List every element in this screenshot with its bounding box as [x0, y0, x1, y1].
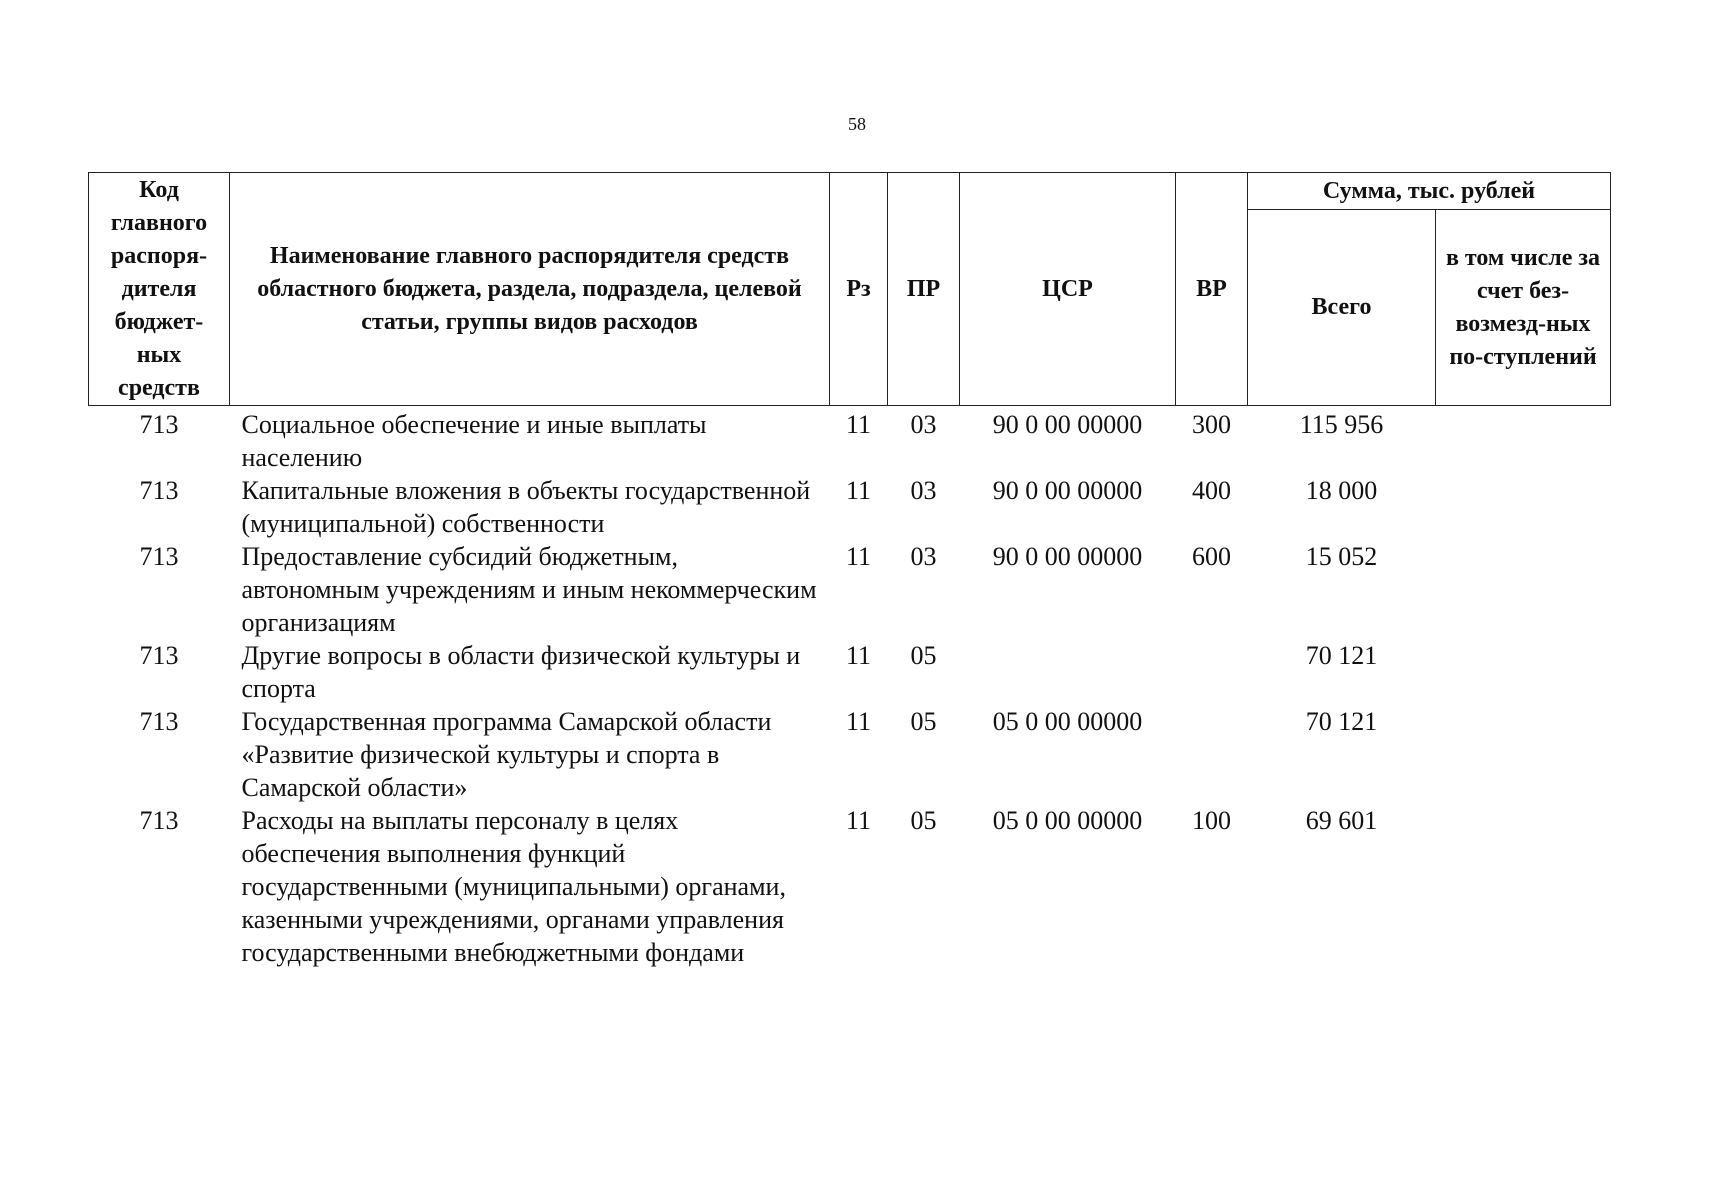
cell-incl [1436, 474, 1611, 540]
cell-csr: 05 0 00 00000 [992, 707, 1143, 736]
cell-rz: 11 [845, 707, 872, 736]
cell-total: 69 601 [1305, 806, 1378, 835]
cell-code: 713 [139, 806, 179, 835]
page-number: 58 [848, 114, 866, 134]
table-row [89, 540, 1611, 639]
cell-pr: 05 [910, 707, 937, 736]
header-incl: в том числе за счет без-возмезд-ных по-ступлений [1436, 210, 1611, 406]
cell-total: 18 000 [1305, 476, 1378, 505]
cell-incl [1436, 804, 1611, 969]
cell-total: 115 956 [1299, 410, 1384, 439]
header-name: Наименование главного распорядителя средств областного бюджета, раздела, подраздела, целевой статьи, группы видов расходов [230, 173, 830, 406]
table-row [89, 474, 1611, 540]
cell-code: 713 [139, 410, 179, 439]
cell-vr: 600 [1192, 542, 1231, 571]
cell-rz: 11 [845, 476, 872, 505]
cell-rz: 11 [845, 410, 872, 439]
header-csr: ЦСР [960, 173, 1176, 406]
cell-total: 15 052 [1305, 542, 1378, 571]
cell-pr: 03 [910, 476, 937, 505]
cell-vr [1176, 639, 1248, 705]
cell-incl [1436, 406, 1611, 475]
cell-code: 713 [139, 707, 179, 736]
cell-rz: 11 [845, 806, 872, 835]
cell-incl [1436, 540, 1611, 639]
cell-name: Капитальные вложения в объекты государственной (муниципальной) собственности [241, 476, 811, 538]
cell-pr: 05 [910, 641, 937, 670]
cell-total: 70 121 [1305, 707, 1378, 736]
table-header [89, 173, 1611, 406]
cell-rz: 11 [845, 542, 872, 571]
table-body [89, 406, 1611, 970]
cell-csr: 05 0 00 00000 [992, 806, 1143, 835]
cell-total: 70 121 [1305, 641, 1378, 670]
cell-pr: 03 [910, 410, 937, 439]
cell-incl [1436, 705, 1611, 804]
cell-name: Социальное обеспечение и иные выплаты населению [241, 410, 707, 472]
budget-table [88, 172, 1611, 969]
cell-pr: 05 [910, 806, 937, 835]
header-rz: Рз [830, 173, 888, 406]
table-row [89, 639, 1611, 705]
cell-name: Государственная программа Самарской области «Развитие физической культуры и спорта в Самарской области» [241, 707, 772, 802]
cell-name: Расходы на выплаты персоналу в целях обеспечения выполнения функций государственными (муниципальными) органами, казенными учреждениями, органами управления государственными внебюджетными фондами [241, 806, 786, 967]
cell-name: Другие вопросы в области физической культуры и спорта [241, 641, 801, 703]
cell-vr: 100 [1192, 806, 1231, 835]
header-code: Код главного распоря-дителя бюджет-ных средств [89, 173, 230, 406]
cell-pr: 03 [910, 542, 937, 571]
header-sum-group: Сумма, тыс. рублей [1248, 173, 1611, 210]
header-total: Всего [1248, 210, 1436, 406]
table-row [89, 406, 1611, 475]
cell-code: 713 [139, 476, 179, 505]
cell-csr: 90 0 00 00000 [992, 476, 1143, 505]
cell-code: 713 [139, 542, 179, 571]
cell-vr [1176, 705, 1248, 804]
cell-csr: 90 0 00 00000 [992, 542, 1143, 571]
cell-rz: 11 [845, 641, 872, 670]
cell-vr: 300 [1192, 410, 1231, 439]
cell-name: Предоставление субсидий бюджетным, автономным учреждениям и иным некоммерческим организациям [241, 542, 817, 637]
header-pr: ПР [888, 173, 960, 406]
header-vr: ВР [1176, 173, 1248, 406]
table-row [89, 804, 1611, 969]
cell-vr: 400 [1192, 476, 1231, 505]
cell-csr: 90 0 00 00000 [992, 410, 1143, 439]
cell-code: 713 [139, 641, 179, 670]
table-row [89, 705, 1611, 804]
cell-csr [960, 639, 1176, 705]
cell-incl [1436, 639, 1611, 705]
